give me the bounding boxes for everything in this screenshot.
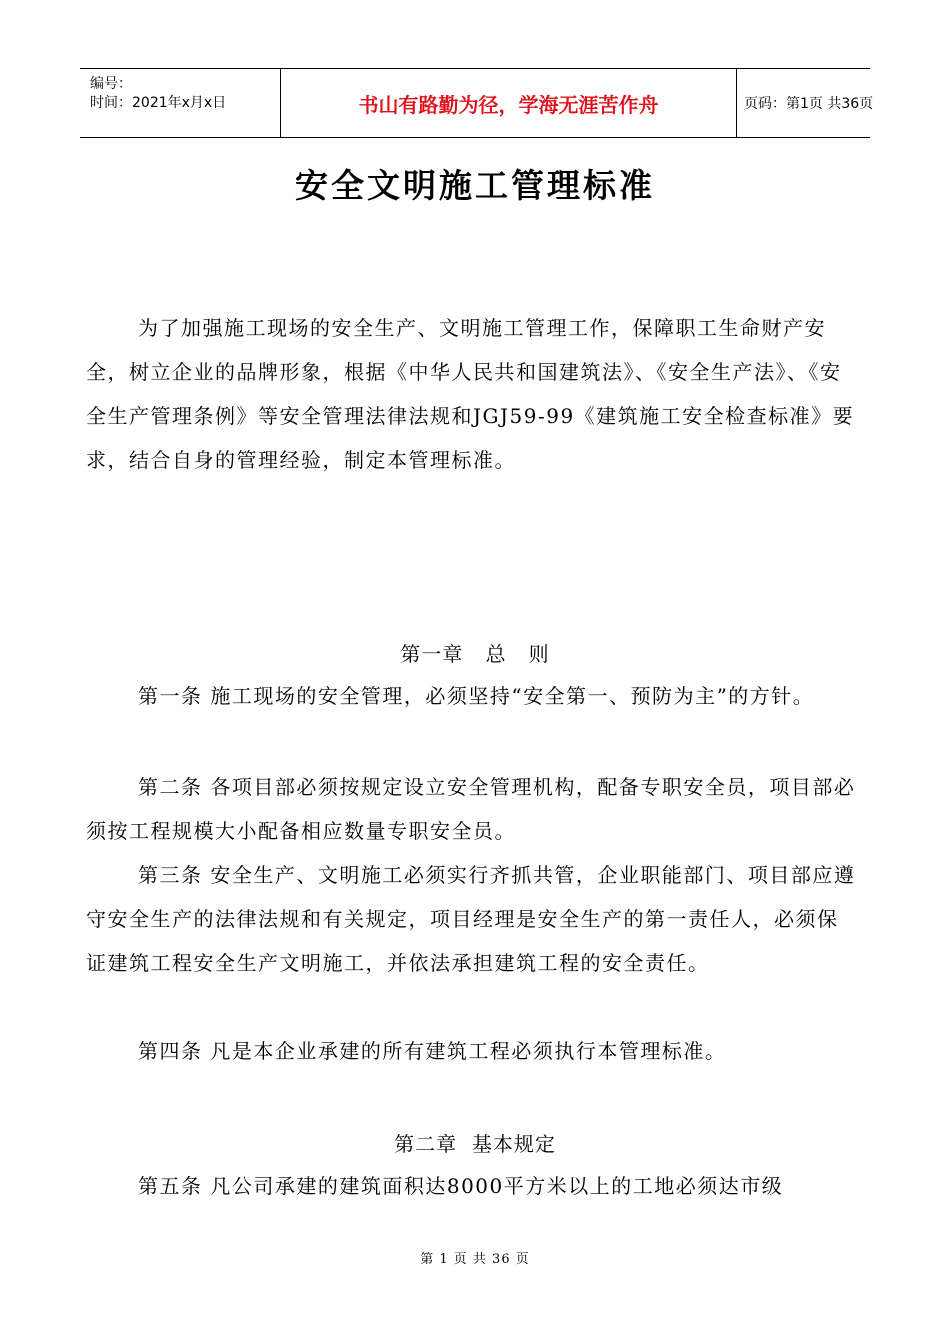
header-motto: 书山有路勤为径，学海无涯苦作舟 [280,69,737,137]
header-page-info: 页码：第1页 共36页 [744,96,874,112]
article-1: 第一条 施工现场的安全管理，必须坚持“安全第一、预防为主”的方针。 [138,684,815,708]
article-2: 第二条 各项目部必须按规定设立安全管理机构，配备专职安全员，项目部必须按工程规模大小配备相应数量专职安全员。 [86,775,856,843]
header-meta [80,69,280,137]
page-footer: 第 1 页 共 36 页 [420,1252,530,1267]
document-header [80,68,874,138]
time-label: 时间：2021年x月x日 [90,95,227,111]
document-title: 安全文明施工管理标准 [295,166,655,205]
chapter2-heading: 第二章 基本规定 [394,1132,556,1156]
number-label: 编号： [90,76,132,92]
article-4: 第四条 凡是本企业承建的所有建筑工程必须执行本管理标准。 [138,1039,727,1063]
article-5: 第五条 凡公司承建的建筑面积达8000平方米以上的工地必须达市级 [138,1174,784,1198]
article-3: 第三条 安全生产、文明施工必须实行齐抓共管，企业职能部门、项目部应遵守安全生产的法律法规和有关规定，项目经理是安全生产的第一责任人，必须保证建筑工程安全生产文明施工，并依法承担建筑工程的安全责任。 [86,863,856,975]
intro-paragraph: 为了加强施工现场的安全生产、文明施工管理工作，保障职工生命财产安全，树立企业的品牌形象，根据《中华人民共和国建筑法》、《安全生产法》、《安全生产管理条例》等安全管理法律法规和JGJ59-99《建筑施工安全检查标准》要求，结合自身的管理经验，制定本管理标准。 [86,316,855,472]
chapter1-heading: 第一章 总 则 [400,642,550,666]
